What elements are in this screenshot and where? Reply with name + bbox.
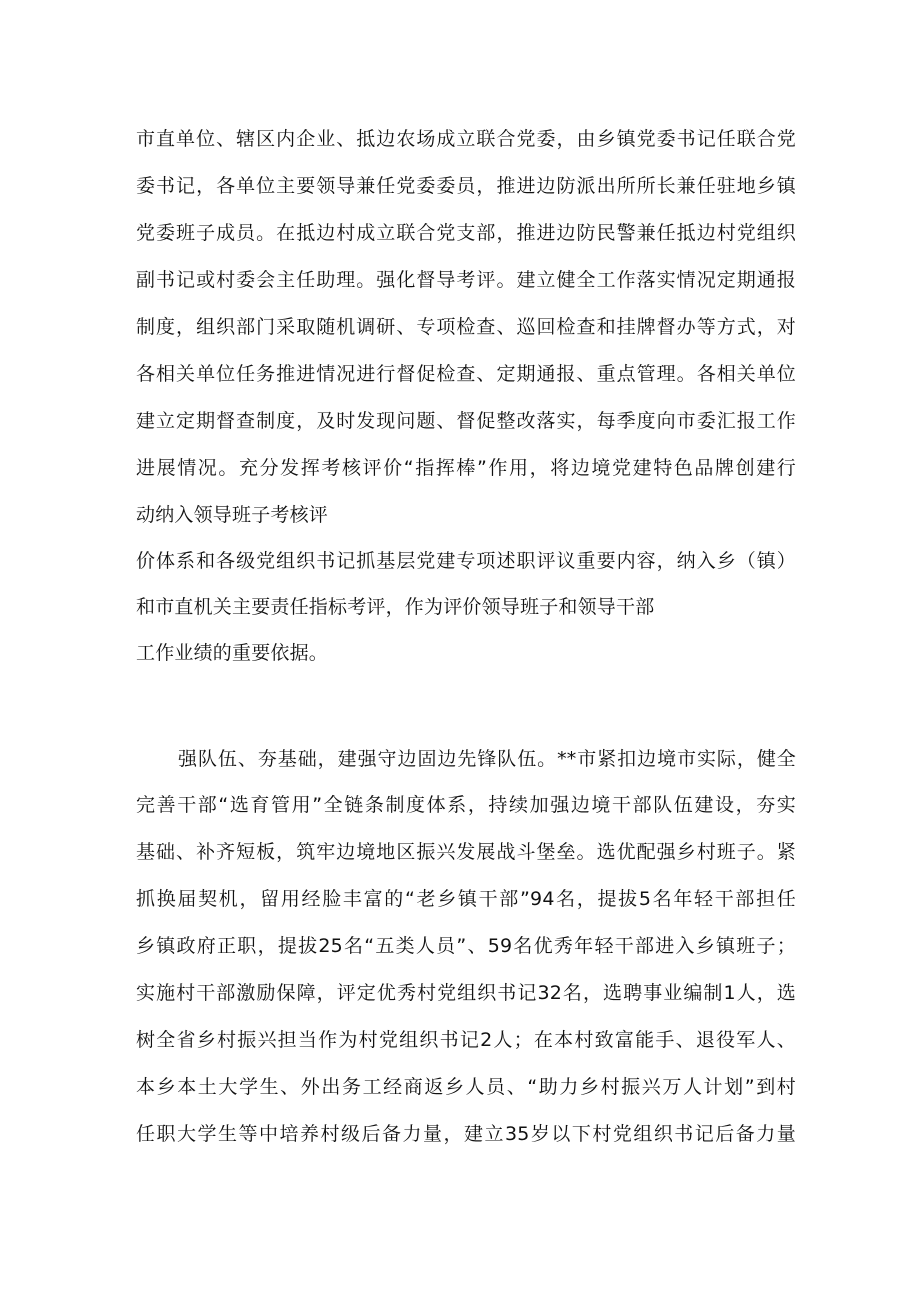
text-line: 市直单位、辖区内企业、抵边农场成立联合党委，由乡镇党委书记任联合党 [136,128,796,150]
text-line: 乡镇政府正职，提拔25名“五类人员”、59名优秀年轻干部进入乡镇班子； [136,935,796,957]
text-line: 委书记，各单位主要领导兼任党委委员，推进边防派出所所长兼任驻地乡镇 [136,175,796,197]
text-line: 实施村干部激励保障，评定优秀村党组织书记32名，选聘事业编制1人，选 [136,982,796,1004]
text-line: 和市直机关主要责任指标考评，作为评价领导班子和领导干部 [136,596,655,618]
text-line: 工作业绩的重要依据。 [136,642,329,664]
text-line: 树全省乡村振兴担当作为村党组织书记2人；在本村致富能手、退役军人、 [136,1029,796,1051]
text-line: 强队伍、夯基础，建强守边固边先锋队伍。**市紧扣边境市实际，健全 [178,748,796,770]
text-line: 各相关单位任务推进情况进行督促检查、定期通报、重点管理。各相关单位 [136,363,796,385]
text-line: 动纳入领导班子考核评 [136,504,329,526]
text-line: 制度，组织部门采取随机调研、专项检查、巡回检查和挂牌督办等方式，对 [136,316,796,338]
text-line: 抓换届契机，留用经脸丰富的“老乡镇干部”94名，提拔5名年轻干部担任 [136,888,796,910]
text-line: 党委班子成员。在抵边村成立联合党支部，推进边防民警兼任抵边村党组织 [136,222,796,244]
text-line: 副书记或村委会主任助理。强化督导考评。建立健全工作落实情况定期通报 [136,269,796,291]
text-line: 建立定期督查制度，及时发现问题、督促整改落实，每季度向市委汇报工作 [136,410,796,432]
text-line: 价体系和各级党组织书记抓基层党建专项述职评议重要内容，纳入乡（镇） [136,550,796,572]
text-line: 本乡本土大学生、外出务工经商返乡人员、“助力乡村振兴万人计划”到村 [136,1076,796,1098]
text-line: 进展情况。充分发挥考核评价“指挥棒”作用，将边境党建特色品牌创建行 [136,457,796,479]
text-line: 完善干部“选育管用”全链条制度体系，持续加强边境干部队伍建设，夯实 [136,794,796,816]
text-line: 任职大学生等中培养村级后备力量，建立35岁以下村党组织书记后备力量 [136,1123,796,1145]
text-line: 基础、补齐短板，筑牢边境地区振兴发展战斗堡垒。选优配强乡村班子。紧 [136,841,796,863]
